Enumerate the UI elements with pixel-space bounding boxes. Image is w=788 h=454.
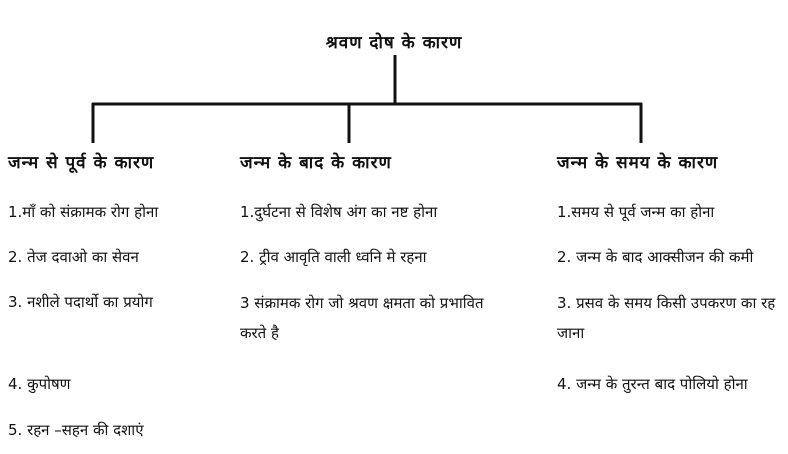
list-item: 1.दुर्घटना से विशेष अंग का नष्ट होना: [240, 203, 438, 221]
list-item: 1.माँ को संक्रामक रोग होना: [8, 203, 159, 221]
list-item: 3. प्रसव के समय किसी उपकरण का रह जाना: [557, 294, 776, 342]
list-item: 3. नशीले पदार्थो का प्रयोग: [8, 293, 153, 311]
list-item: 2. ट्रीव आवृति वाली ध्वनि मे रहना: [240, 248, 427, 266]
list-item: 1.समय से पूर्व जन्म का होना: [557, 203, 715, 221]
diagram-title: श्रवण दोष के कारण: [325, 33, 463, 53]
list-item: 4. कुपोषण: [8, 375, 71, 393]
column-heading-before-birth: जन्म से पूर्व के कारण: [8, 153, 155, 173]
list-item: 3 संक्रामक रोग जो श्रवण क्षमता को प्रभावित करते है: [240, 294, 484, 342]
list-item: 5. रहन –सहन की दशाएं: [8, 421, 144, 439]
column-heading-at-birth: जन्म के समय के कारण: [557, 153, 719, 173]
list-item: 4. जन्म के तुरन्त बाद पोलियो होना: [557, 375, 748, 393]
list-item: 2. जन्म के बाद आक्सीजन की कमी: [557, 248, 754, 266]
column-heading-after-birth: जन्म के बाद के कारण: [240, 153, 392, 173]
list-item: 2. तेज दवाओ का सेवन: [8, 248, 139, 266]
